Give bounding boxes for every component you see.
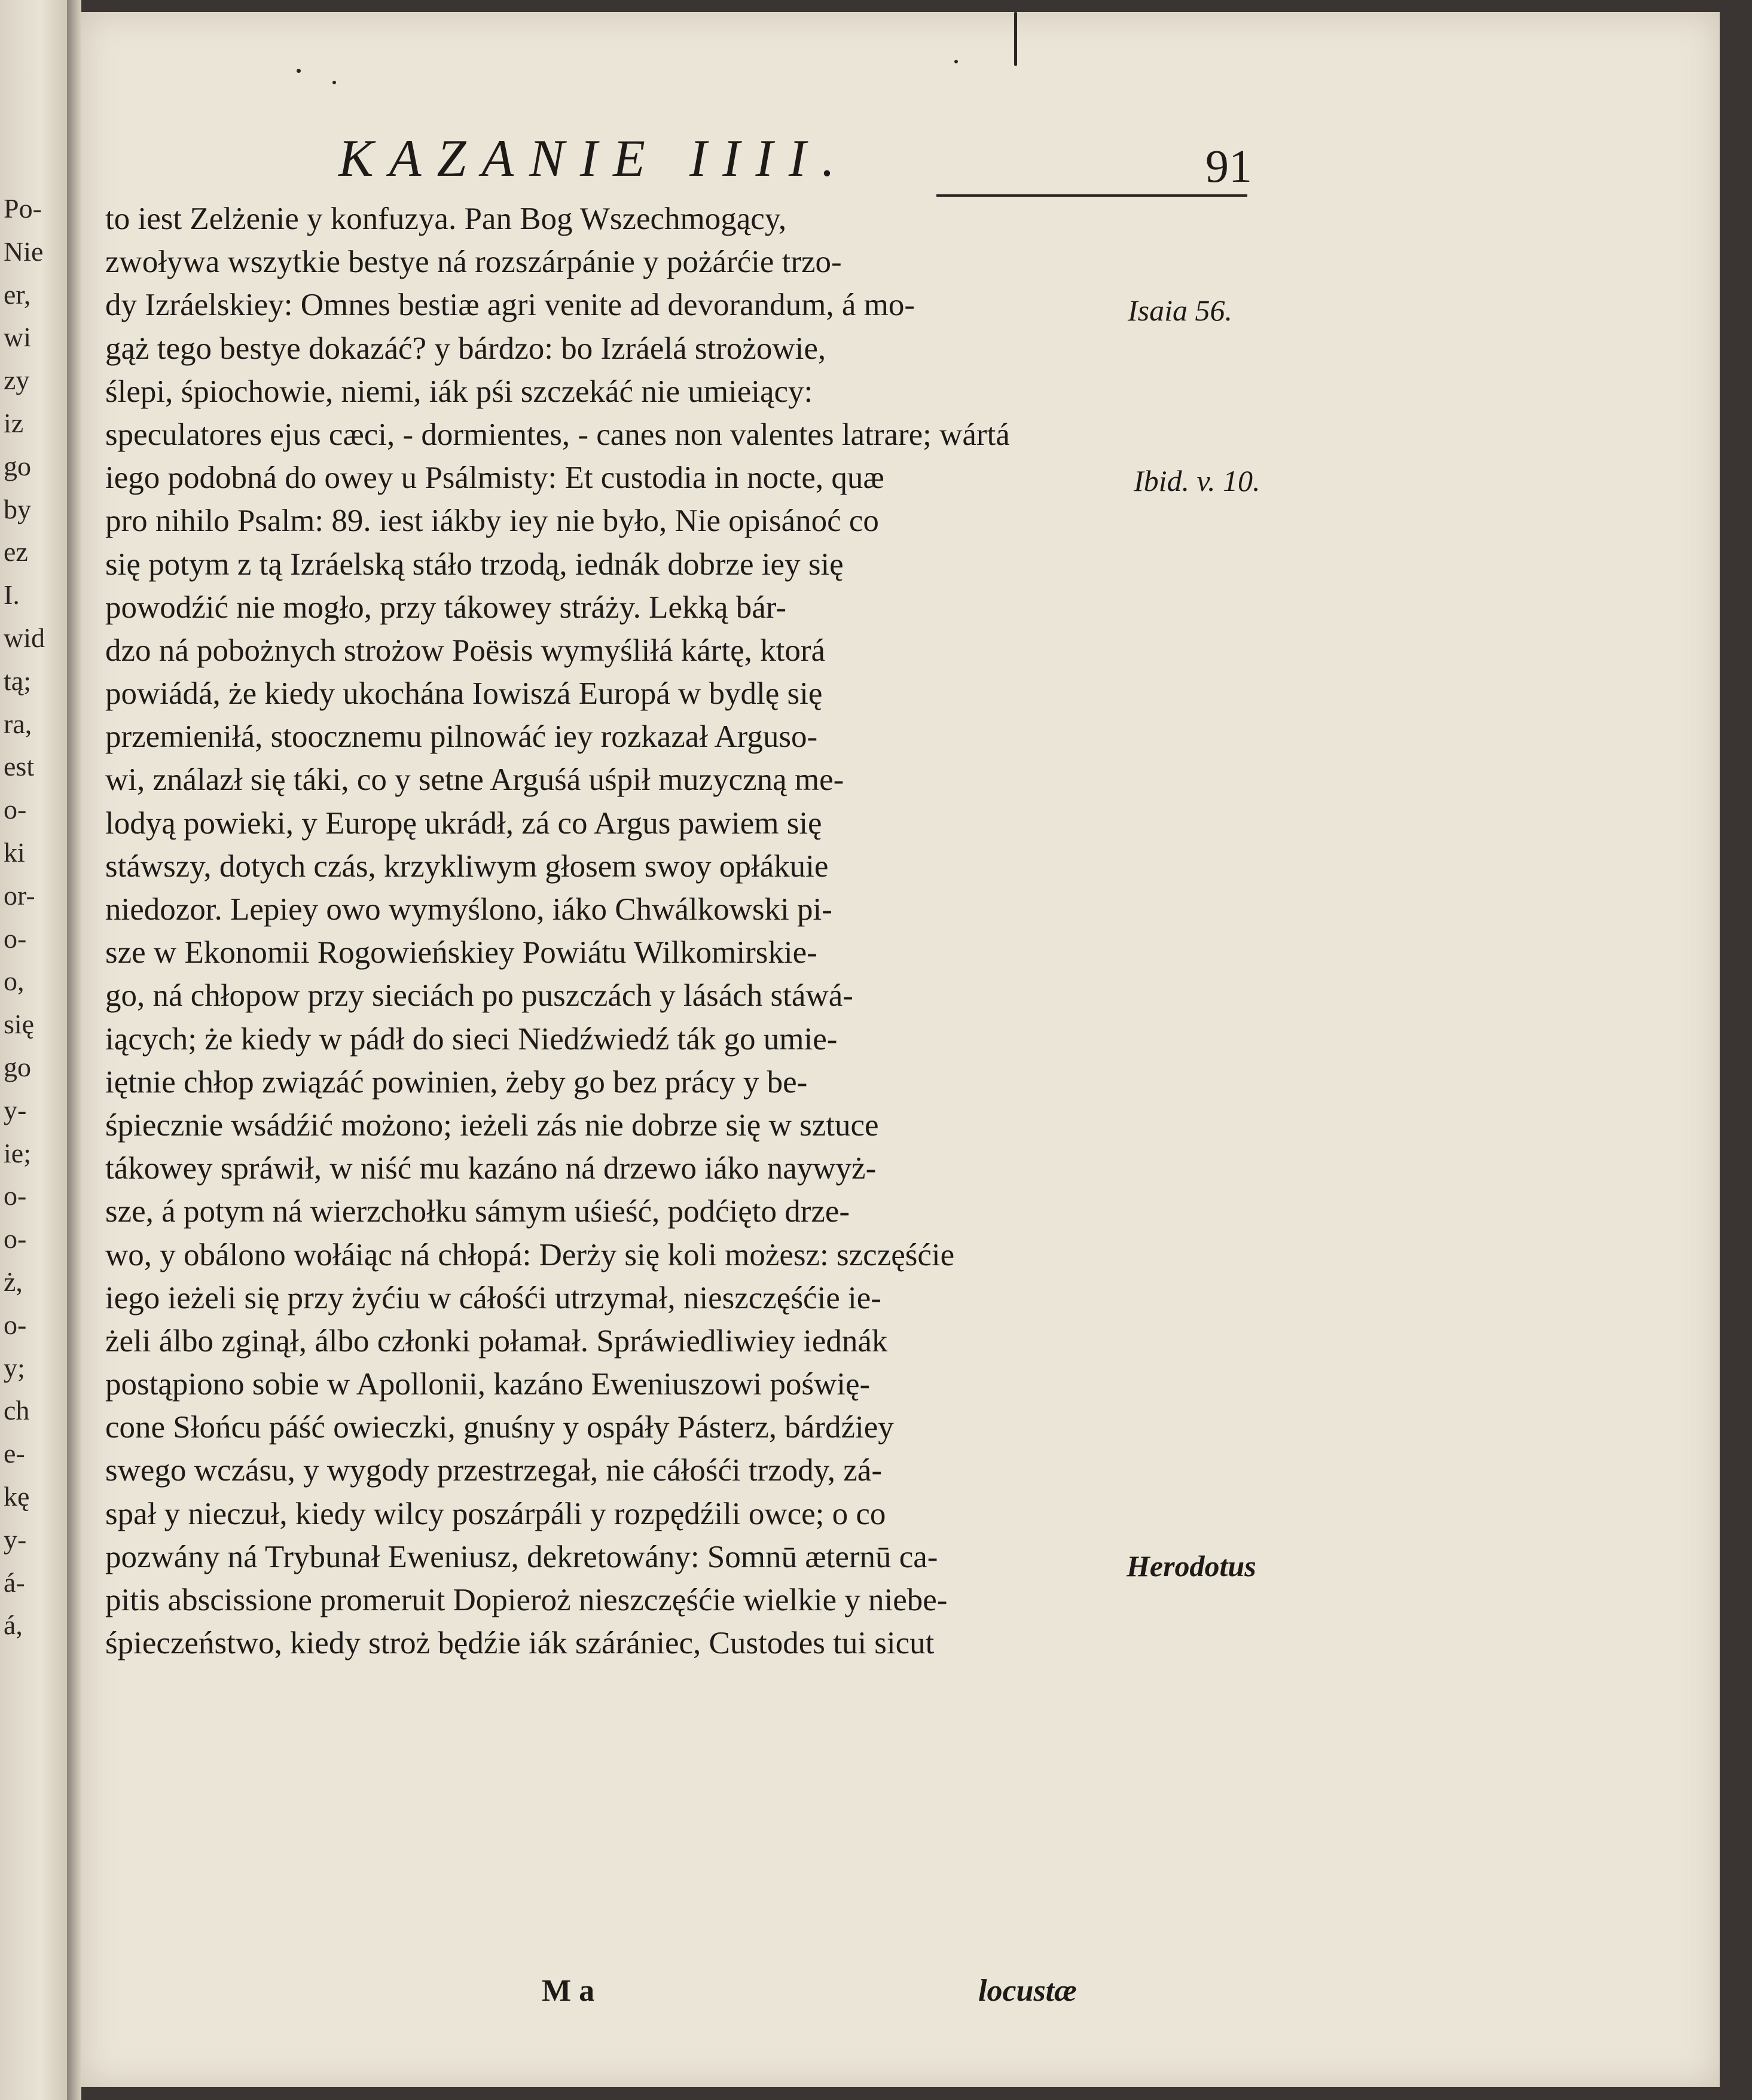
text-line: sze, á potym ná wierzchołku sámym uśieść, podćięto drze-: [105, 1194, 850, 1229]
text-line: pitis abscissione promeruit Dopieroż nieszczęśćie wielkie y niebe-: [105, 1583, 948, 1617]
left-page-line-fragment: er,: [4, 279, 31, 310]
text-line: żeli álbo zginął, álbo członki połamał. Spráwiedliwiey iednák: [105, 1323, 888, 1359]
left-page-line-fragment: y-: [4, 1524, 27, 1555]
page-number: 91: [1205, 140, 1252, 192]
text-line: to iest Zelżenie y konfuzya. Pan Bog Wszechmogący,: [105, 202, 787, 236]
left-page-line-fragment: Po-: [4, 193, 42, 224]
left-page-line-fragment: e-: [4, 1438, 25, 1469]
text-line: speculatores ejus cæci, - dormientes, - canes non valentes latrare; wártá: [105, 417, 1010, 452]
page-header: [338, 129, 1295, 194]
text-line: sze w Ekonomii Rogowieńskiey Powiátu Wilkomirskie-: [105, 935, 817, 970]
left-page-line-fragment: ra,: [4, 708, 32, 739]
text-line: lodyą powieki, y Europę ukrádł, zá co Argus pawiem się: [105, 805, 822, 841]
catchword: locustæ: [978, 1974, 1077, 2008]
text-line: powodźić nie mogło, przy tákowey stráży. Lekką bár-: [105, 590, 787, 625]
margin-note-ibid: Ibid. v. 10.: [1134, 464, 1260, 497]
left-page-line-fragment: Nie: [4, 236, 44, 267]
text-line: ślepi, śpiochowie, niemi, iák pśi szczekáć nie umieiący:: [105, 374, 813, 409]
left-page-line-fragment: kę: [4, 1481, 30, 1512]
header-rule: [936, 194, 1247, 197]
left-page-line-fragment: o,: [4, 966, 25, 997]
text-line: go, ná chłopow przy sieciách po puszczách y lásách stáwá-: [105, 978, 853, 1014]
text-line: iętnie chłop związáć powinien, żeby go bez prácy y be-: [105, 1064, 808, 1100]
body-text: [105, 197, 1182, 1665]
left-page-line-fragment: ki: [4, 837, 25, 868]
left-page-line-fragment: o-: [4, 1180, 27, 1211]
left-page-line-fragment: est: [4, 751, 35, 782]
book-gutter: [67, 0, 81, 2100]
text-line: spał y nieczuł, kiedy wilcy poszárpáli y rozpędźili owce; o co: [105, 1496, 886, 1531]
book-page: [81, 12, 1720, 2087]
left-page-line-fragment: zy: [4, 365, 30, 396]
ink-speck: [954, 60, 958, 63]
text-line: dzo ná pobożnych strożow Poësis wymyśliłá kártę, ktorá: [105, 633, 826, 668]
left-page-line-fragment: o-: [4, 1309, 27, 1340]
text-line: iących; że kiedy w pádł do sieci Niedźwiedź ták go umie-: [105, 1021, 838, 1057]
running-title: KAZANIE IIII.: [338, 130, 851, 188]
text-line: przemieniłá, stoocznemu pilnowáć iey rozkazał Arguso-: [105, 719, 818, 755]
text-line: iego ieżeli się przy żyćiu w cáłośći utrzymał, nieszczęśćie ie-: [105, 1280, 881, 1315]
left-page-line-fragment: go: [4, 450, 31, 481]
text-line: dy Izráelskiey: Omnes bestiæ agri venite ad devorandum, á mo-: [105, 288, 915, 323]
text-line: zwoływa wszytkie bestye ná rozszárpánie y pożárćie trzo-: [105, 245, 842, 280]
left-page-line-fragment: się: [4, 1009, 35, 1040]
left-page-line-fragment: ch: [4, 1395, 30, 1426]
text-line: tákowey spráwił, w niść mu kazáno ná drzewo iáko naywyż-: [105, 1151, 877, 1186]
text-line: śpiecznie wsádźić możono; ieżeli zás nie dobrze się w sztuce: [105, 1107, 879, 1143]
left-page-line-fragment: y;: [4, 1352, 25, 1383]
text-line: powiádá, że kiedy ukochána Iowiszá Europá w bydlę się: [105, 676, 823, 712]
page-fold-mark: [1014, 12, 1017, 66]
text-line: gąż tego bestye dokazáć? y bárdzo: bo Izráelá strożowie,: [105, 331, 826, 366]
text-line: swego wczásu, y wygody przestrzegał, nie cáłośći trzody, zá-: [105, 1453, 882, 1488]
text-line: niedozor. Lepiey owo wymyślono, iáko Chwálkowski pi-: [105, 892, 832, 927]
left-page-line-fragment: y-: [4, 1094, 27, 1125]
text-line: się potym z tą Izráelską stáło trzodą, iednák dobrze iey się: [105, 547, 844, 582]
text-line: wo, y obálono wołáiąc ná chłopá: Derży się koli możesz: szczęśćie: [105, 1237, 955, 1272]
left-page-line-fragment: wi: [4, 322, 31, 353]
left-page-line-fragment: go: [4, 1052, 31, 1082]
left-page-line-fragment: ez: [4, 536, 28, 567]
text-line: cone Słońcu páść owieczki, gnuśny y ospáły Pásterz, bárdźiey: [105, 1410, 894, 1445]
text-line: iego podobná do owey u Psálmisty: Et custodia in nocte, quæ: [105, 460, 884, 496]
left-page-line-fragment: by: [4, 493, 31, 524]
text-line: stáwszy, dotych czás, krzykliwym głosem swoy opłákuie: [105, 848, 829, 884]
text-line: wi, ználazł się táki, co y setne Arguśá uśpił muzyczną me-: [105, 762, 844, 798]
left-page-line-fragment: o-: [4, 923, 27, 954]
left-page-line-fragment: o-: [4, 794, 27, 825]
left-page-line-fragment: iz: [4, 408, 24, 438]
text-line: śpieczeństwo, kiedy stroż będźie iák szárániec, Custodes tui sicut: [105, 1626, 935, 1661]
left-page-line-fragment: wid: [4, 622, 45, 653]
text-line: pozwány ná Trybunał Eweniusz, dekretowány: Somnū æternū ca-: [105, 1539, 938, 1574]
left-page-line-fragment: I.: [4, 579, 20, 611]
text-line: pro nihilo Psalm: 89. iest iákby iey nie było, Nie opisánoć co: [105, 503, 879, 539]
text-line: postąpiono sobie w Apollonii, kazáno Eweniuszowi poświę-: [105, 1367, 871, 1402]
left-page-fragment: [0, 0, 67, 2100]
left-page-line-fragment: ie;: [4, 1137, 31, 1168]
left-page-line-fragment: o-: [4, 1223, 27, 1254]
signature-mark: M a: [542, 1974, 595, 2008]
left-page-line-fragment: tą;: [4, 665, 31, 696]
ink-speck: [332, 81, 336, 84]
margin-note-herodotus: Herodotus: [1127, 1549, 1256, 1583]
left-page-line-fragment: ż,: [4, 1266, 23, 1297]
left-page-line-fragment: á-: [4, 1567, 25, 1598]
margin-note-isaia: Isaia 56.: [1128, 294, 1232, 327]
left-page-line-fragment: or-: [4, 880, 35, 911]
ink-speck: [297, 69, 301, 73]
left-page-line-fragment: á,: [4, 1610, 23, 1641]
